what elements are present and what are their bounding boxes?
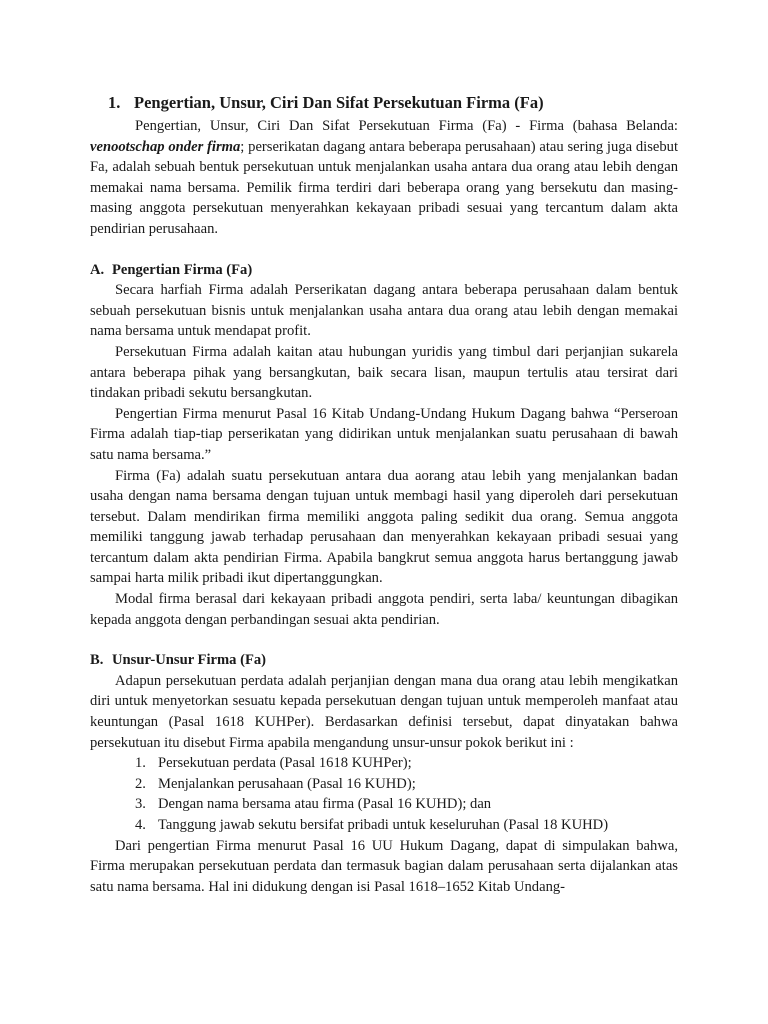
- document-page: [90, 92, 678, 897]
- section-b-title: Unsur-Unsur Firma (Fa): [112, 652, 267, 669]
- list-item: [135, 815, 678, 836]
- list-item-number: 2.: [135, 775, 146, 792]
- list-item: [135, 753, 678, 774]
- section-a-paragraph: Persekutuan Firma adalah kaitan atau hubungan yuridis yang timbul dari perjanjian sukarela antara beberapa pihak yang bersangkutan, baik secara lisan, maupun tertulis atau tersirat dari tindakan pribadi sekutu bersangkutan.: [90, 343, 678, 402]
- page-title: [108, 92, 678, 114]
- title-text: Pengertian, Unsur, Ciri Dan Sifat Persekutuan Firma (Fa): [134, 93, 544, 112]
- list-item: [135, 794, 678, 815]
- list-item-text: Tanggung jawab sekutu bersifat pribadi untuk keseluruhan (Pasal 18 KUHD): [158, 817, 609, 833]
- list-item-text: Persekutuan perdata (Pasal 1618 KUHPer);: [158, 755, 412, 772]
- section-a-title: Pengertian Firma (Fa): [112, 261, 253, 278]
- list-item-number: 3.: [135, 796, 146, 813]
- list-item-text: Dengan nama bersama atau firma (Pasal 16 KUHD); dan: [158, 796, 492, 813]
- list-item: [135, 774, 678, 795]
- section-b-lead-paragraph: Adapun persekutuan perdata adalah perjanjian dengan mana dua orang atau lebih mengikatkan diri untuk menyetorkan sesuatu kepada persekutuan dengan tujuan untuk memperoleh manfaat atau keuntungan (Pasal 1618 KUHPer). Berdasarkan definisi tersebut, dapat dinyatakan bahwa persekutuan itu disebut Firma apabila mengandung unsur-unsur pokok berikut ini :: [90, 672, 678, 751]
- section-a-letter: A.: [90, 261, 105, 278]
- list-item-number: 1.: [135, 755, 146, 772]
- section-b-letter: B.: [90, 652, 104, 669]
- list-item-text: Menjalankan perusahaan (Pasal 16 KUHD);: [158, 775, 416, 792]
- intro-text-2: ; perserikatan dagang antara beberapa perusahaan) atau sering juga disebut Fa, adalah sebuah bentuk persekutuan untuk menjalankan usaha antara dua orang atau lebih dengan memakai nama bersama. Pemilik firma terdiri dari beberapa orang yang bersekutu dan masing-masing anggota persekutuan menyerahkan kekayaan pribadi sesuai yang tercantum dalam akta pendirian perusahaan.: [90, 138, 678, 237]
- title-number: 1.: [108, 93, 121, 112]
- section-a-paragraph: Modal firma berasal dari kekayaan pribadi anggota pendiri, serta laba/ keuntungan dibagikan kepada anggota dengan perbandingan sesuai akta pendirian.: [90, 591, 678, 628]
- section-b-closing-paragraph: Dari pengertian Firma menurut Pasal 16 UU Hukum Dagang, dapat di simpulakan bahwa, Firma merupakan persekutuan perdata dan termasuk bagian dalam perusahaan serta dijalankan atas satu nama bersama. Hal ini didukung dengan isi Pasal 1618–1652 Kitab Undang-: [90, 837, 678, 895]
- section-a-paragraph: Firma (Fa) adalah suatu persekutuan antara dua aorang atau lebih yang menjalankan badan usaha dengan nama bersama dengan tujuan untuk membagi hasil yang diperoleh dari persekutuan tersebut. Dalam mendirikan firma memiliki anggota paling sedikit dua orang. Semua anggota memiliki tanggung jawab terhadap perusahaan dan menyerahkan kekayaan pribadi sesuai yang tercantum dalam akta pendirian Firma. Apabila bangkrut semua anggota harus bertanggung jawab sampai harta milik pribadi ikut dipertanggungkan.: [90, 467, 678, 587]
- section-a-paragraph: Pengertian Firma menurut Pasal 16 Kitab Undang-Undang Hukum Dagang bahwa “Perseroan Firma adalah tiap-tiap perserikatan yang didirikan untuk menjalankan suatu perusahaan di bawah satu nama bersama.”: [90, 405, 678, 463]
- list-item-number: 4.: [135, 817, 146, 833]
- section-a-paragraph: Secara harfiah Firma adalah Perserikatan dagang antara beberapa perusahaan dalam bentuk sebuah persekutuan bisnis untuk menjalankan usaha antara dua orang atau lebih dengan memakai nama bersama untuk mendapat profit.: [90, 282, 678, 340]
- unsur-list: [90, 753, 678, 835]
- section-a-heading: [90, 260, 678, 281]
- intro-term: venootschap onder firma: [90, 138, 241, 155]
- section-b-heading: [90, 650, 678, 671]
- intro-paragraph: [90, 116, 678, 240]
- intro-text-1: Pengertian, Unsur, Ciri Dan Sifat Persekutuan Firma (Fa) - Firma (bahasa Belanda:: [135, 118, 678, 134]
